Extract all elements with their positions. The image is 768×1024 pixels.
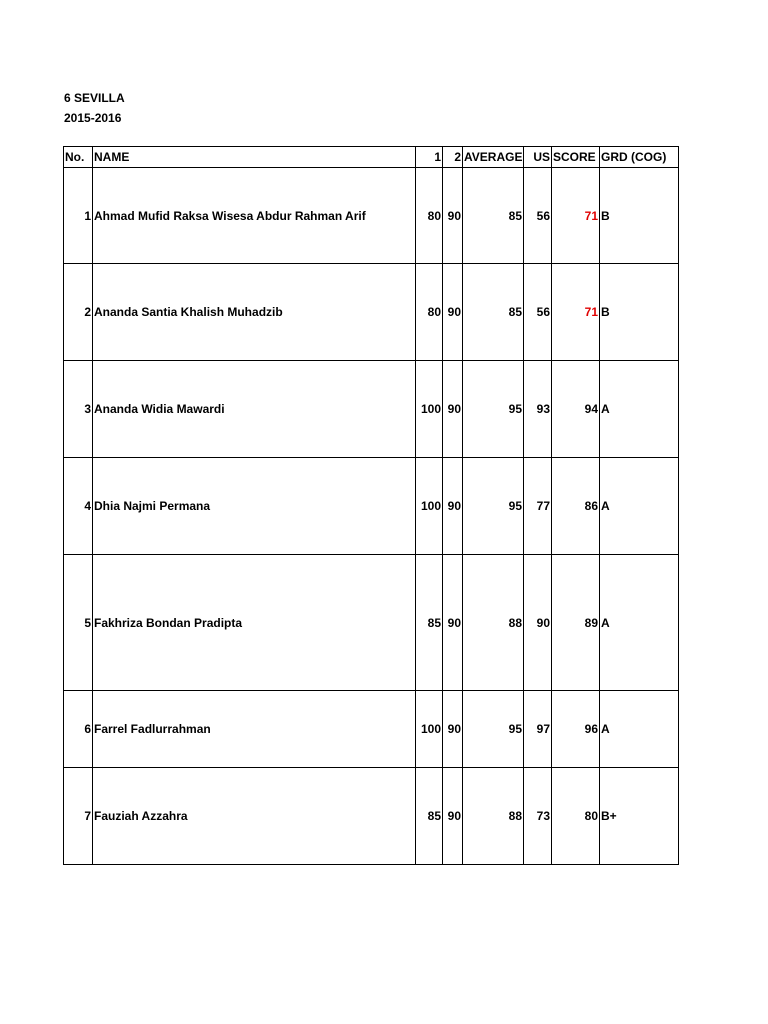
score-1: 100: [416, 691, 443, 768]
grade: A: [600, 361, 679, 458]
us-score: 97: [524, 691, 552, 768]
final-score: 86: [552, 458, 600, 555]
student-name: Fakhriza Bondan Pradipta: [93, 555, 416, 691]
table-row: [64, 555, 679, 691]
row-number: 7: [64, 768, 93, 865]
score-2: 90: [443, 691, 463, 768]
table-row: [64, 361, 679, 458]
row-number: 5: [64, 555, 93, 691]
student-name: Ananda Santia Khalish Muhadzib: [93, 264, 416, 361]
us-score: 73: [524, 768, 552, 865]
col-header-average: AVERAGE: [463, 147, 524, 168]
score-2: 90: [443, 768, 463, 865]
col-header-us: US: [524, 147, 552, 168]
score-2: 90: [443, 555, 463, 691]
header-row: [64, 147, 679, 168]
row-number: 1: [64, 168, 93, 264]
student-name: Fauziah Azzahra: [93, 768, 416, 865]
average: 85: [463, 264, 524, 361]
score-1: 85: [416, 555, 443, 691]
final-score: 94: [552, 361, 600, 458]
table-row: [64, 691, 679, 768]
row-number: 6: [64, 691, 93, 768]
grade: A: [600, 555, 679, 691]
student-name: Ananda Widia Mawardi: [93, 361, 416, 458]
class-name: 6 SEVILLA: [64, 91, 125, 105]
table-row: [64, 168, 679, 264]
table-row: [64, 264, 679, 361]
col-header-2: 2: [443, 147, 463, 168]
grade: B: [600, 264, 679, 361]
school-year: 2015-2016: [64, 111, 122, 125]
final-score: 80: [552, 768, 600, 865]
average: 95: [463, 691, 524, 768]
col-header-name: NAME: [93, 147, 416, 168]
grade: A: [600, 458, 679, 555]
score-1: 80: [416, 168, 443, 264]
average: 88: [463, 768, 524, 865]
final-score: 89: [552, 555, 600, 691]
final-score: 71: [552, 264, 600, 361]
student-name: Dhia Najmi Permana: [93, 458, 416, 555]
score-1: 100: [416, 361, 443, 458]
col-header-no: No.: [64, 147, 93, 168]
us-score: 93: [524, 361, 552, 458]
table-row: [64, 458, 679, 555]
average: 95: [463, 458, 524, 555]
score-1: 85: [416, 768, 443, 865]
score-1: 80: [416, 264, 443, 361]
average: 88: [463, 555, 524, 691]
score-2: 90: [443, 168, 463, 264]
final-score: 71: [552, 168, 600, 264]
grade: B+: [600, 768, 679, 865]
grades-table: [63, 146, 679, 865]
student-name: Ahmad Mufid Raksa Wisesa Abdur Rahman Arif: [93, 168, 416, 264]
grade: B: [600, 168, 679, 264]
score-2: 90: [443, 361, 463, 458]
table-row: [64, 768, 679, 865]
average: 85: [463, 168, 524, 264]
col-header-score: SCORE: [552, 147, 600, 168]
score-2: 90: [443, 458, 463, 555]
col-header-1: 1: [416, 147, 443, 168]
average: 95: [463, 361, 524, 458]
us-score: 90: [524, 555, 552, 691]
us-score: 77: [524, 458, 552, 555]
row-number: 4: [64, 458, 93, 555]
us-score: 56: [524, 168, 552, 264]
col-header-grade: GRD (COG): [600, 147, 679, 168]
row-number: 3: [64, 361, 93, 458]
student-name: Farrel Fadlurrahman: [93, 691, 416, 768]
grade: A: [600, 691, 679, 768]
score-2: 90: [443, 264, 463, 361]
us-score: 56: [524, 264, 552, 361]
row-number: 2: [64, 264, 93, 361]
final-score: 96: [552, 691, 600, 768]
score-1: 100: [416, 458, 443, 555]
